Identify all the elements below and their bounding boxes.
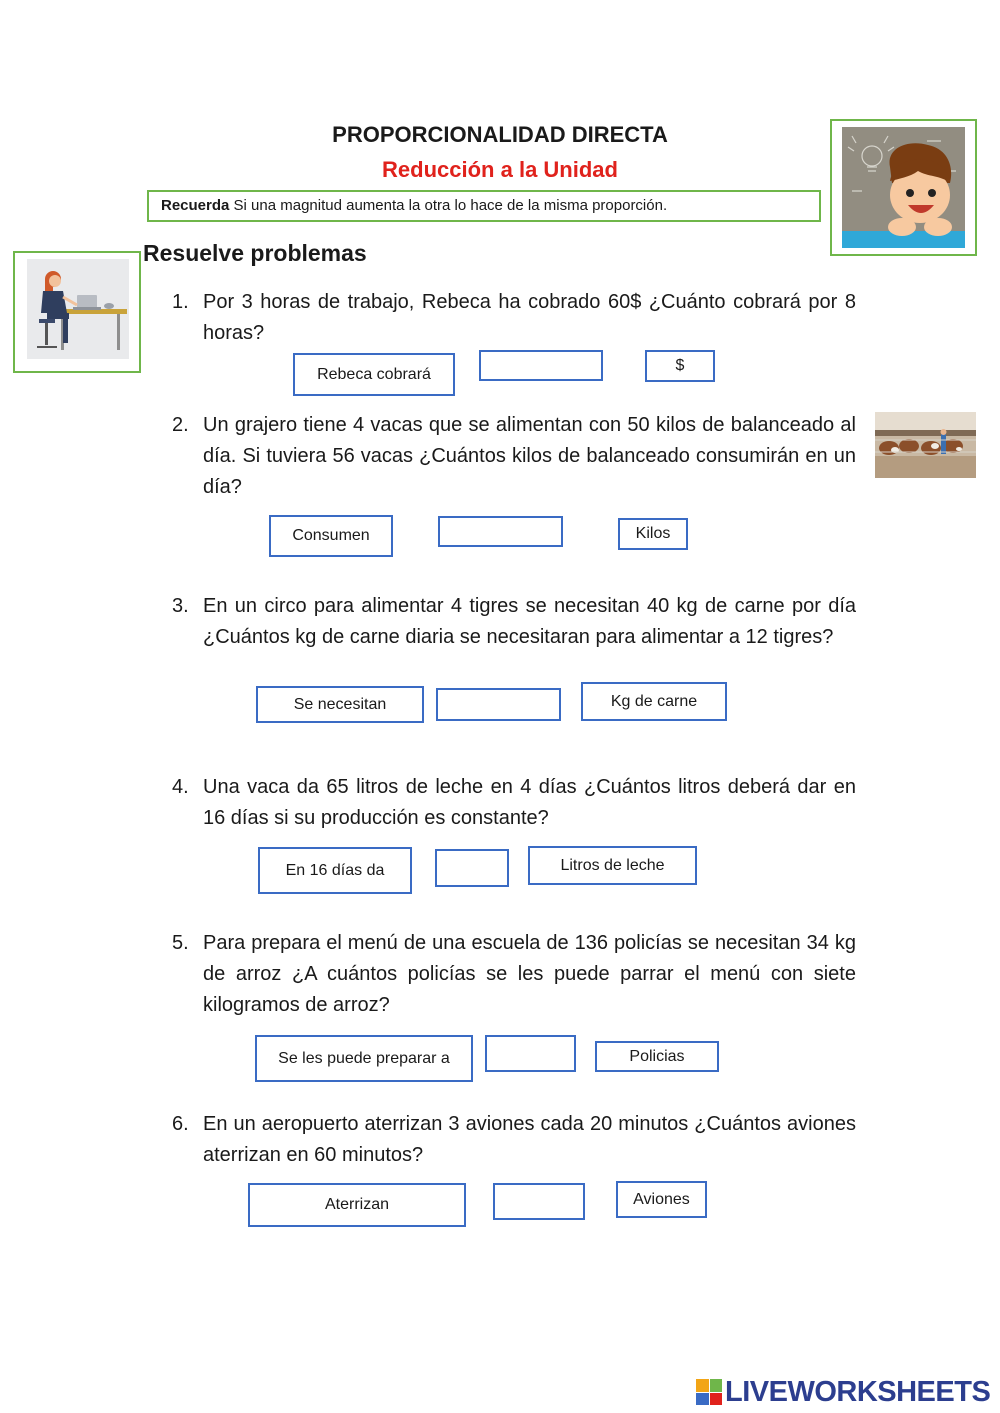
- problem-1-unit-box: $: [645, 350, 715, 382]
- liveworksheets-footer: [696, 1375, 990, 1409]
- problem-6-unit-box: Aviones: [616, 1181, 707, 1218]
- problem-2-answer-input[interactable]: [438, 516, 563, 547]
- page-subtitle: Reducción a la Unidad: [382, 157, 618, 182]
- problem-2-label-box: Consumen: [269, 515, 393, 557]
- problem-5-answer-input[interactable]: [485, 1035, 576, 1072]
- recuerda-note: [147, 190, 821, 222]
- problem-2-number: 2.: [172, 414, 189, 436]
- problem-5-label-box: Se les puede preparar a: [255, 1035, 473, 1082]
- problem-6: [172, 1109, 856, 1171]
- problem-2-text: Un grajero tiene 4 vacas que se alimentan con 50 kilos de balanceado al día. Si tuviera 56 vacas ¿Cuántos kilos de balanceado consumirán en un día?: [203, 414, 856, 498]
- woman-desk-illustration: [15, 253, 139, 371]
- problem-4-answer-input[interactable]: [435, 849, 509, 887]
- page-title: PROPORCIONALIDAD DIRECTA: [332, 122, 668, 147]
- problem-1-label-box: Rebeca cobrará: [293, 353, 455, 396]
- problem-6-answer-input[interactable]: [493, 1183, 585, 1220]
- problem-4-unit-box: Litros de leche: [528, 846, 697, 885]
- problem-3: [172, 591, 856, 653]
- problem-3-unit-box: Kg de carne: [581, 682, 727, 721]
- cows-photo: [875, 412, 976, 478]
- section-title: Resuelve problemas: [143, 240, 367, 266]
- problem-6-text: En un aeropuerto aterrizan 3 aviones cada 20 minutos ¿Cuántos aviones aterrizan en 60 minutos?: [203, 1113, 856, 1166]
- liveworksheets-logo-icon: [696, 1379, 722, 1405]
- problem-5-text: Para prepara el menú de una escuela de 136 policías se necesitan 34 kg de arroz ¿A cuántos policías se les puede parrar el menú con siete kilogramos de arroz?: [203, 932, 856, 1016]
- problem-1-answer-input[interactable]: [479, 350, 603, 381]
- liveworksheets-brand: LIVEWORKSHEETS: [725, 1375, 991, 1408]
- problem-2-unit-box: Kilos: [618, 518, 688, 550]
- problem-4-text: Una vaca da 65 litros de leche en 4 días ¿Cuántos litros deberá dar en 16 días si su producción es constante?: [203, 776, 856, 829]
- cows-photo-illustration: [875, 412, 976, 478]
- problem-5: [172, 928, 856, 1021]
- problem-3-text: En un circo para alimentar 4 tigres se necesitan 40 kg de carne por día ¿Cuántos kg de carne diaria se necesitaran para alimentar a 12 tigres?: [203, 595, 856, 648]
- problem-3-number: 3.: [172, 595, 189, 617]
- problem-3-answer-input[interactable]: [436, 688, 561, 721]
- problem-6-number: 6.: [172, 1113, 189, 1135]
- recuerda-label: Recuerda: [161, 197, 230, 214]
- problem-1-number: 1.: [172, 291, 189, 313]
- problem-6-label-box: Aterrizan: [248, 1183, 466, 1227]
- problem-1: [172, 287, 856, 349]
- boy-idea-illustration: [832, 121, 975, 254]
- boy-idea-image: [830, 119, 977, 256]
- problem-5-unit-box: Policias: [595, 1041, 719, 1072]
- problem-4: [172, 772, 856, 834]
- problem-4-number: 4.: [172, 776, 189, 798]
- problem-3-label-box: Se necesitan: [256, 686, 424, 723]
- recuerda-text: Si una magnitud aumenta la otra lo hace de la misma proporción.: [229, 197, 668, 214]
- problem-5-number: 5.: [172, 932, 189, 954]
- problem-4-label-box: En 16 días da: [258, 847, 412, 894]
- problem-1-text: Por 3 horas de trabajo, Rebeca ha cobrado 60$ ¿Cuánto cobrará por 8 horas?: [203, 291, 856, 344]
- problem-2: [172, 410, 856, 503]
- woman-desk-image: [13, 251, 141, 373]
